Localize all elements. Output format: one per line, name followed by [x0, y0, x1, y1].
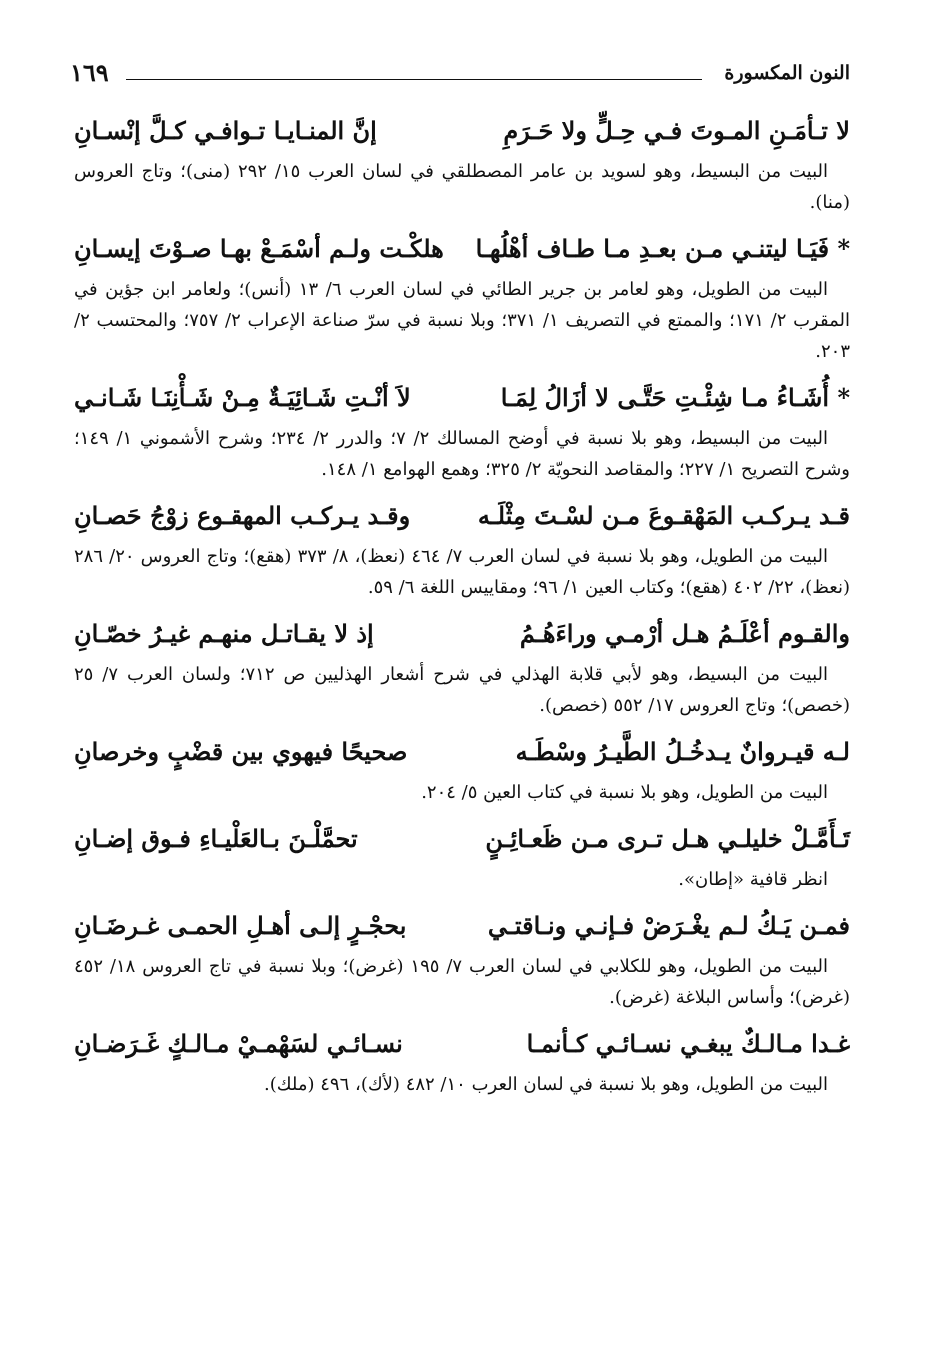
header-rule	[126, 79, 702, 80]
second-hemistich: وقـد يـركـب المهقـوع زوْجُ حَصـانِ	[74, 501, 411, 530]
page-body	[74, 106, 850, 1106]
verse-note: البيت من البسيط، وهو لسويد بن عامر المصطلقي في لسان العرب ١٥/ ٢٩٢ (منى)؛ وتاج العروس (منا).	[74, 161, 850, 213]
first-hemistich: والقـوم أعْلَـمُ هـل أرْمـي وراءَهُـمُ	[519, 619, 850, 648]
first-hemistich: غـدا مـالـكٌ يبغـي نسـائـي كـأنمـا	[526, 1029, 850, 1058]
verse-note: البيت من الطويل، وهو للكلابي في لسان العرب ٧/ ١٩٥ (غرض)؛ وبلا نسبة في تاج العروس ١٨/ ٤٥٢ (غرض)؛ وأساس البلاغة (غرض).	[74, 956, 850, 1008]
second-hemistich: لاَ أنْـتِ شَـائِيَـةٌ مِـنْ شَـأْنِنَـا شَـانـي	[74, 383, 411, 412]
first-hemistich: لا تـأمَـنِ المـوتَ فـي حِـلٍّ ولا حَـرَمِ	[503, 116, 850, 145]
verse-line	[74, 106, 850, 156]
first-hemistich: قـد يـركـب المَهْقـوعَ مـن لسْـتَ مِثْلَـه	[477, 501, 850, 530]
verse-line	[74, 727, 850, 777]
verse-entry	[74, 727, 850, 808]
chapter-title: النون المكسورة	[724, 62, 850, 84]
verse-line	[74, 1019, 850, 1069]
verse-note: البيت من الطويل، وهو بلا نسبة في لسان العرب ١٠/ ٤٨٢ (لأك)، ٤٩٦ (ملك).	[264, 1074, 828, 1095]
verse-note: انظر قافية «إطان».	[678, 869, 828, 890]
verse-entry	[74, 106, 850, 218]
verse-line	[74, 609, 850, 659]
verse-line	[74, 224, 850, 274]
verse-entry	[74, 1019, 850, 1100]
verse-note: البيت من الطويل، وهو بلا نسبة في كتاب العين ٥/ ٢٠٤.	[421, 782, 828, 803]
verse-entry	[74, 491, 850, 603]
verse-line	[74, 814, 850, 864]
first-hemistich: فمـن يَـكُ لـم يغْـرَضْ فـإنـي ونـاقتـي	[487, 911, 850, 940]
verse-note: البيت من الطويل، وهو لعامر بن جرير الطائي في لسان العرب ٦/ ١٣ (أنس)؛ ولعامر ابن جؤين في المقرب ٢/ ١٧١؛ والممتع في التصريف ١/ ٣٧١؛ وبلا نسبة في سرّ صناعة الإعراب ٢/ ٧٥٧؛ والمحتسب ٢/ ٢٠٣.	[74, 279, 850, 362]
second-hemistich: صحيحًا فيهوي بين قضْبٍ وخرصانِ	[74, 737, 408, 766]
verse-line	[74, 373, 850, 423]
verse-line	[74, 491, 850, 541]
running-header	[70, 58, 850, 92]
verse-entry	[74, 373, 850, 485]
verse-line	[74, 901, 850, 951]
page-number: ١٦٩	[70, 58, 109, 87]
verse-note: البيت من الطويل، وهو بلا نسبة في لسان العرب ٧/ ٤٦٤ (نعظ)، ٨/ ٣٧٣ (هقع)؛ وتاج العروس ٢٠/ ٢٨٦ (نعظ)، ٢٢/ ٤٠٢ (هقع)؛ وكتاب العين ١/ ٩٦؛ ومقاييس اللغة ٦/ ٥٩.	[74, 546, 850, 598]
second-hemistich: نسـائـي لسَهْمـيْ مـالـكٍ غَـرَضـانِ	[74, 1029, 403, 1058]
first-hemistich: * أُشَـاءُ مـا شِئْـتِ حَتَّـى لا أزَالُ لِمَـا	[500, 383, 850, 412]
second-hemistich: هلكْـت ولـم أسْمَـعْ بهـا صـوْتَ إيسـانِ	[74, 234, 444, 263]
verse-entry	[74, 609, 850, 721]
second-hemistich: بحجْـرٍ إلـى أهـلِ الحمـى غـرضَـانِ	[74, 911, 407, 940]
second-hemistich: إذ لا يقـاتـل منهـم غيـرُ خصّـانِ	[74, 619, 374, 648]
verse-note: البيت من البسيط، وهو لأبي قلابة الهذلي في شرح أشعار الهذليين ص ٧١٢؛ ولسان العرب ٧/ ٢٥ (خصص)؛ وتاج العروس ١٧/ ٥٥٢ (خصص).	[74, 664, 850, 716]
second-hemistich: تحمَّلْـنَ بـالعَلْيـاءِ فـوق إضـانِ	[74, 824, 358, 853]
first-hemistich: * فَيَـا ليتنـي مـن بعـدِ مـا طـاف أهْلُهـا	[475, 234, 850, 263]
first-hemistich: لـه قيـروانٌ يـدخُـلُ الطَّيـرُ وسْطَـه	[515, 737, 850, 766]
verse-entry	[74, 901, 850, 1013]
verse-entry	[74, 224, 850, 367]
verse-note: البيت من البسيط، وهو بلا نسبة في أوضح المسالك ٢/ ٧؛ والدرر ٢/ ٢٣٤؛ وشرح الأشموني ١/ ١٤٩؛ وشرح التصريح ١/ ٢٢٧؛ والمقاصد النحويّة ٢/ ٣٢٥؛ وهمع الهوامع ١/ ١٤٨.	[74, 428, 850, 480]
verse-entry	[74, 814, 850, 895]
first-hemistich: تَـأَمَّـلْ خليلـي هـل تـرى مـن ظَعـائِـنٍ	[485, 824, 850, 853]
second-hemistich: إنَّ المنـايـا تـوافـي كـلَّ إنْسـانِ	[74, 116, 377, 145]
